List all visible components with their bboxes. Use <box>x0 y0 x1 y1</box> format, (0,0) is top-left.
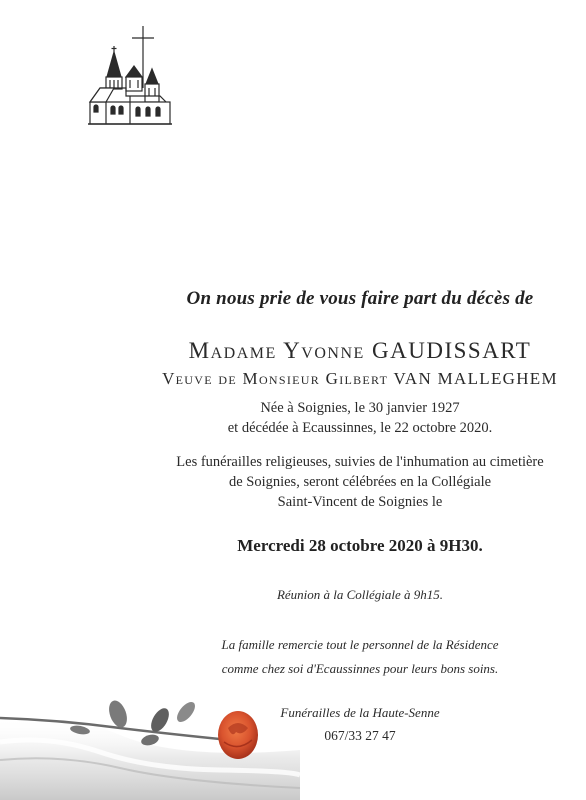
rose-on-sand-illustration <box>0 680 300 800</box>
deceased-name: Madame Yvonne GAUDISSART <box>188 338 532 363</box>
thanks-block <box>140 633 580 681</box>
intro-line: On nous prie de vous faire part du décès de <box>186 288 534 309</box>
birth-line: Née à Soignies, le 30 janvier 1927 <box>260 400 460 416</box>
funeral-line: de Soignies, seront célébrées en la Collégiale <box>228 474 492 490</box>
undertaker-name: Funérailles de la Haute-Senne <box>280 705 440 720</box>
spouse-line: Veuve de Monsieur Gilbert VAN MALLEGHEM <box>162 369 558 388</box>
funeral-line: Saint-Vincent de Soignies le <box>277 494 443 510</box>
funeral-block <box>140 452 580 512</box>
thanks-line: comme chez soi d'Ecaussinnes pour leurs bons soins. <box>221 661 499 676</box>
death-line: et décédée à Ecaussinnes, le 22 octobre 2020. <box>227 420 493 436</box>
undertaker-phone: 067/33 27 47 <box>324 728 396 743</box>
thanks-line: La famille remercie tout le personnel de la Résidence <box>221 637 499 652</box>
meeting-note: Réunion à la Collégiale à 9h15. <box>276 587 444 602</box>
funeral-date: Mercredi 28 octobre 2020 à 9H30. <box>237 536 483 555</box>
birth-death-block <box>140 398 580 438</box>
funeral-line: Les funérailles religieuses, suivies de l'inhumation au cimetière <box>176 454 544 470</box>
church-with-cross-icon <box>86 22 174 128</box>
